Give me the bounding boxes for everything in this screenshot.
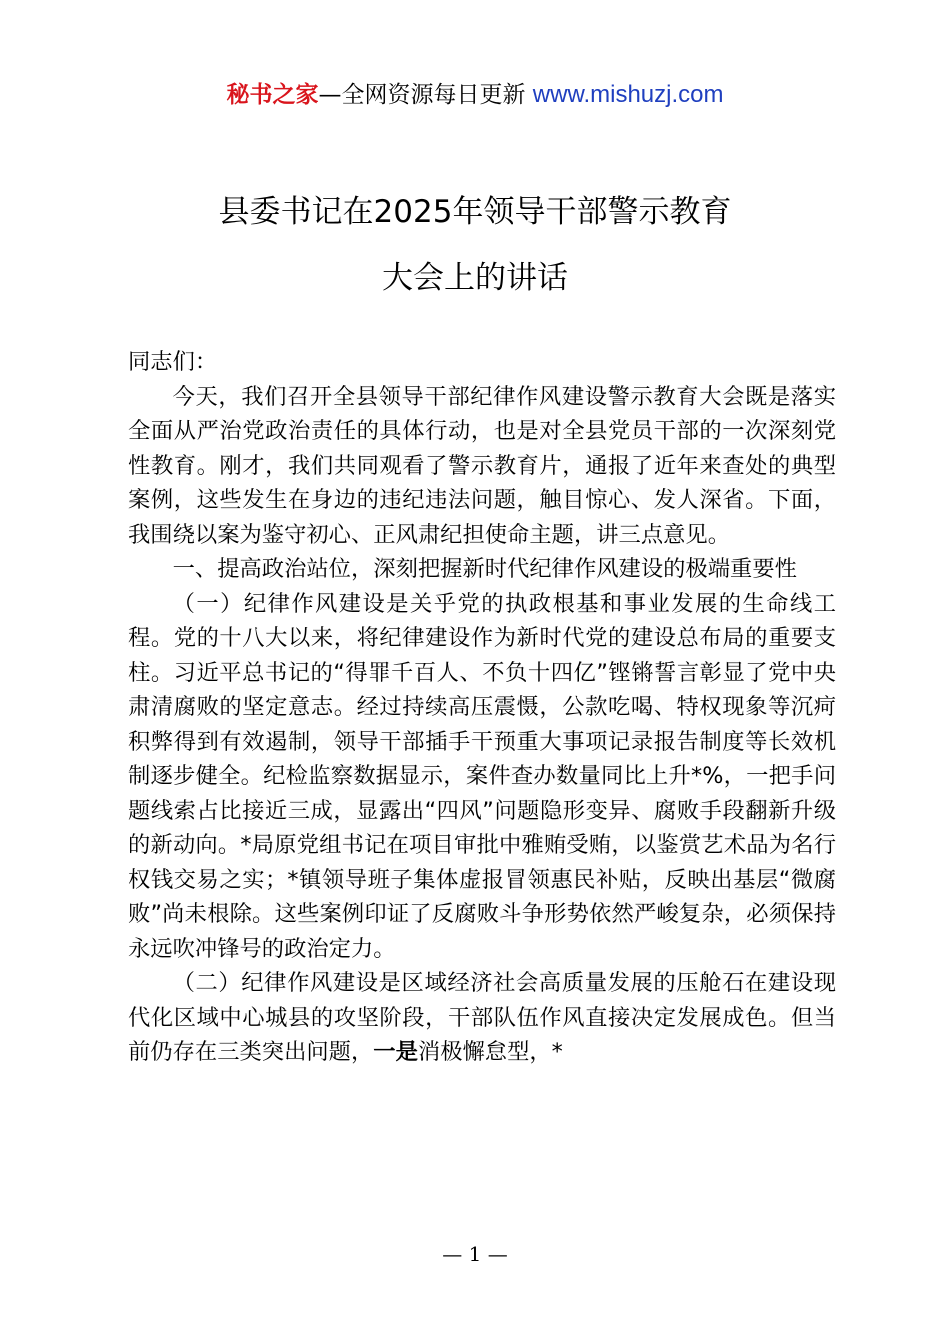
document-title-line-2: 大会上的讲话 (382, 260, 568, 296)
banner-brand: 秘书之家 (226, 82, 319, 108)
paragraph-text-continued: 消极懈怠型，* (417, 1039, 563, 1065)
bold-enumeration: 一是 (373, 1039, 418, 1065)
site-banner (0, 80, 950, 110)
paragraph-section-1-part-1: （一）纪律作风建设是关乎党的执政根基和事业发展的生命线工程。党的十八大以来，将纪律建设作为新时代党的建设总布局的重要支柱。习近平总书记的“得罪千百人、不负十四亿”铿锵誓言彰显了党中央肃清腐败的坚定意志。经过持续高压震慑，公款吃喝、特权现象等沉疴积弊得到有效遏制，领导干部插手干预重大事项记录报告制度等长效机制逐步健全。纪检监察数据显示，案件查办数量同比上升*%，一把手问题线索占比接近三成，显露出“四风”问题隐形变异、腐败手段翻新升级的新动向。*局原党组书记在项目审批中雅贿受贿，以鉴赏艺术品为名行权钱交易之实；*镇领导班子集体虚报冒领惠民补贴，反映出基层“微腐败”尚未根除。这些案例印证了反腐败斗争形势依然严峻复杂，必须保持永远吹冲锋号的政治定力。 (128, 590, 836, 962)
banner-url-link[interactable]: www.mishuzj.com (532, 81, 724, 108)
salutation: 同志们： (128, 349, 218, 375)
banner-slogan: —全网资源每日更新 (318, 82, 533, 108)
section-heading-1: 一、提高政治站位，深刻把握新时代纪律作风建设的极端重要性 (172, 556, 797, 582)
page-number: — 1 — (442, 1242, 508, 1266)
paragraph-section-1-part-2 (128, 966, 836, 1070)
document-title-line-1: 县委书记在2025年领导干部警示教育 (218, 194, 732, 230)
paragraph-intro: 今天，我们召开全县领导干部纪律作风建设警示教育大会既是落实全面从严治党政治责任的具体行动，也是对全县党员干部的一次深刻党性教育。刚才，我们共同观看了警示教育片，通报了近年来查处的典型案例，这些发生在身边的违纪违法问题，触目惊心、发人深省。下面，我围绕以案为鉴守初心、正风肃纪担使命主题，讲三点意见。 (128, 383, 836, 548)
document-body (128, 345, 836, 1070)
paragraph-text: （二）纪律作风建设是区域经济社会高质量发展的压舱石在建设现代化区域中心城县的攻坚阶段，干部队伍作风直接决定发展成色。但当前仍存在三类突出问题， (128, 970, 836, 1065)
